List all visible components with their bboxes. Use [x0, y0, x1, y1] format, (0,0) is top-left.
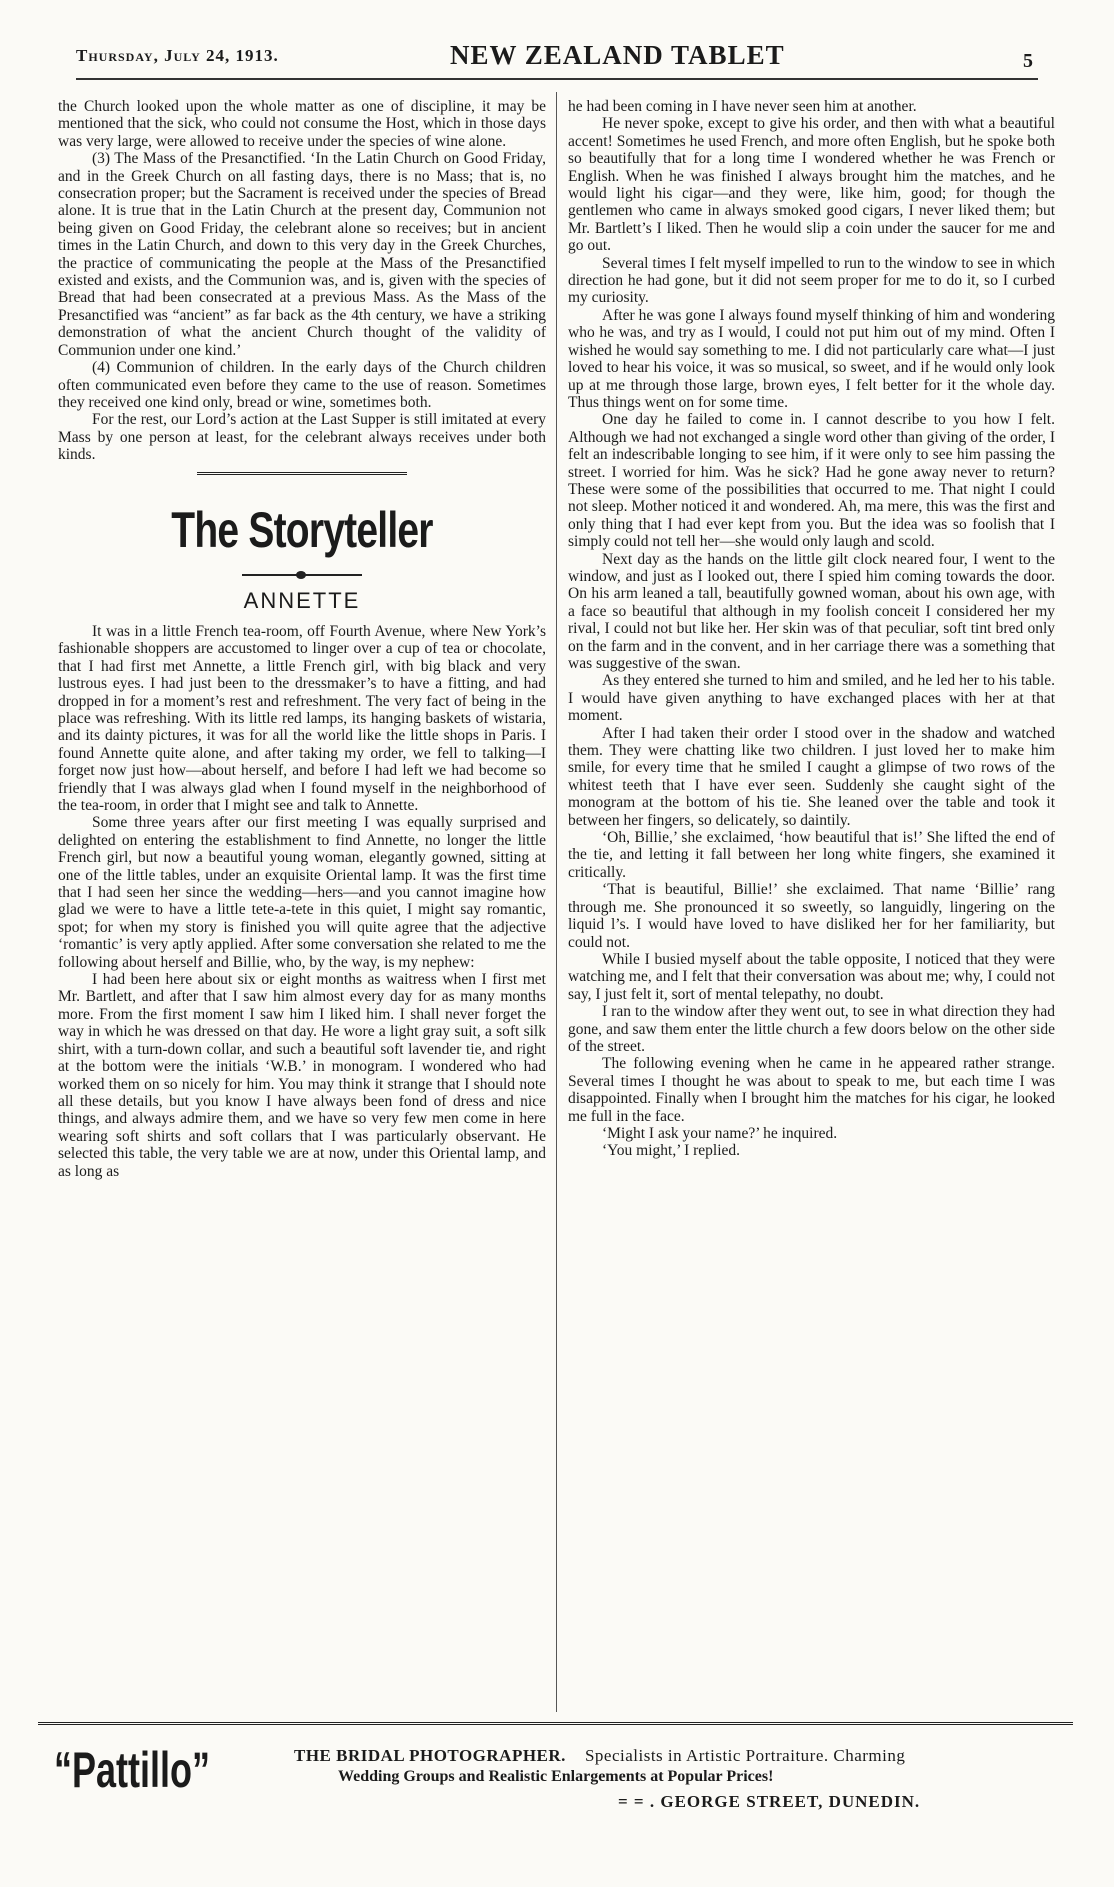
ad-line-2: Wedding Groups and Realistic Enlargements at Popular Prices!	[338, 1768, 774, 1785]
story-paragraph: Some three years after our first meeting I was equally surprised and delighted on entering the establishment to find Annette, no longer the little French girl, but now a beautiful young woman, elegantly gowned, sitting at one of the little tables, under an exquisite Oriental lamp. It was the first time that I had seen her since the wedding—hers—and you cannot imagine how glad we were to have a little tete-a-tete in this quiet, I might say romantic, spot; for when my story is finished you will quite agree that the adjective ‘romantic’ is very aptly applied. After some conversation she related to me the following about herself and Billie, who, by the way, is my nephew:	[58, 814, 546, 971]
story-paragraph: While I busied myself about the table opposite, I noticed that they were watching me, and I felt that their conversation was about me; why, I could not say, I just felt it, sort of mental telepathy, no doubt.	[568, 950, 1055, 1003]
right-column	[568, 98, 1055, 1160]
ad-tagline: Specialists in Artistic Portraiture. Charming	[584, 1746, 906, 1765]
ad-business-name: THE BRIDAL PHOTOGRAPHER.	[294, 1746, 566, 1765]
footer-rule	[38, 1722, 1073, 1728]
story-paragraph: After I had taken their order I stood over in the shadow and watched them. They were chatting like two children. I just loved her to make him smile, for every time that he smiled I caught a glimpse of two rows of the whitest teeth that I have ever seen. Suddenly she caught sight of the monogram at the bottom of his tie. She leaned over the table and took it between her fingers, so delicately, so daintily.	[568, 724, 1055, 829]
story-paragraph: he had been coming in I have never seen him at another.	[568, 98, 917, 115]
ad-line-1	[294, 1746, 905, 1766]
story-paragraph: He never spoke, except to give his order, and then with what a beautiful accent! Sometimes he used French, and more often English, but he spoke both so beautifully that for a long time I wondered whether he was French or English. When he was finished I always brought him the matches, and he would light his cigar—and they were, like him, good; for though the gentlemen who came in always smoked good cigars, I never liked them; but Mr. Bartlett’s I liked. Then he would slip a coin under the saucer for me and go out.	[568, 115, 1055, 255]
article-paragraph: (4) Communion of children. In the early days of the Church children often communicated even before they came to the use of reason. Sometimes they received one kind only, bread or wine, sometimes both.	[58, 359, 546, 411]
story-paragraph: ‘Might I ask your name?’ he inquired.	[602, 1124, 838, 1142]
article-paragraph: (3) The Mass of the Presanctified. ‘In the Latin Church on Good Friday, and in the Greek Church on all fasting days, there is no Mass; that is, no consecration proper; but the Sacrament is received under the species of Bread alone. It is true that in the Latin Church at the present day, Communion not being given on Good Friday, the celebrant alone so receives; but in ancient times in the Latin Church, and down to this very day in the Greek Churches, the practice of communicating the people at the Mass of the Presanctified existed and exists, and the Communion was, and is, given with the species of Bread that had been consecrated at a previous Mass. As the Mass of the Presanctified was “ancient” as far back as the 4th century, we have a striking demonstration of what the ancient Church thought of the validity of Communion under one kind.’	[58, 150, 546, 359]
ad-address: = = . GEORGE STREET, DUNEDIN.	[618, 1792, 921, 1811]
story-paragraph: Next day as the hands on the little gilt clock neared four, I went to the window, and just as I looked out, there I spied him coming towards the door. On his arm leaned a tall, beautifully gowned woman, about his own age, with a face so beautiful that although in my foolish conceit I considered her my rival, I could not but like her. Her skin was of that peculiar, soft tint bred only on the farm and in the convent, and in her carriage there was a something that was suggestive of the swan.	[568, 550, 1055, 672]
masthead-title: NEW ZEALAND TABLET	[450, 40, 785, 70]
story-paragraph: As they entered she turned to him and smiled, and he led her to his table. I would have given anything to have exchanged places with her at that moment.	[568, 672, 1055, 725]
story-paragraph: ‘You might,’ I replied.	[602, 1142, 741, 1160]
issue-date: Thursday, July 24, 1913.	[76, 46, 279, 65]
article-paragraph: the Church looked upon the whole matter as one of discipline, it may be mentioned that the sick, who could not consume the Host, which in those days was very large, were allowed to receive under the species of wine alone.	[58, 98, 546, 150]
left-column	[58, 98, 546, 1180]
story-paragraph: ‘That is beautiful, Billie!’ she exclaimed. That name ‘Billie’ rang through me. She pronounced it so sweetly, so languidly, lingering on the liquid l’s. I would have loved to have disliked her for her familiarity, but could not.	[568, 881, 1055, 951]
page-header	[38, 40, 1038, 76]
story-paragraph: It was in a little French tea-room, off Fourth Avenue, where New York’s fashionable shoppers are accustomed to linger over a cup of tea or chocolate, that I had first met Annette, a little French girl, with big black and very lustrous eyes. I had just been to the dressmaker’s to have a fitting, and had dropped in for a moment’s rest and refreshment. The very fact of being in the place was refreshing. With its little red lamps, its hanging baskets of wistaria, and its dainty pictures, it was for all the world like the little shops in Paris. I found Annette quite alone, and after taking my order, we fell to talking—I forget now just how—about herself, and before I had left we had become so friendly that I was always glad when I found myself in the neighborhood of the tea-room, in order that I might see and talk to Annette.	[58, 622, 546, 814]
section-rule	[197, 472, 407, 478]
ad-brand-name: “Pattillo”	[54, 1742, 211, 1798]
article-paragraph: For the rest, our Lord’s action at the Last Supper is still imitated at every Mass by one person at least, for the celebrant always receives under both kinds.	[58, 411, 546, 464]
story-paragraph: One day he failed to come in. I cannot describe to you how I felt. Although we had not exchanged a single word other than giving of the order, I felt an indescribable longing to see him, if it were only to see him passing the street. I worried for him. Was he sick? Had he gone away never to return? These were some of the possibilities that occurred to me. That night I could not sleep. Mother noticed it and wondered. Ah, ma mere, this was the first and only thing that I had ever kept from you. But the idea was so foolish that I simply could not tell her—she would only laugh and scold.	[568, 411, 1055, 551]
story-paragraph: ‘Oh, Billie,’ she exclaimed, ‘how beautiful that is!’ She lifted the end of the tie, and letting it fall between her long white fingers, she examined it critically.	[568, 829, 1055, 881]
footer-advertisement	[38, 1734, 1073, 1844]
story-paragraph: After he was gone I always found myself thinking of him and wondering who he was, and try as I would, I could not put him out of my mind. Often I wished he would say something to me. I did not particularly care what—I just loved to hear his voice, it was so musical, so sweet, and if he would only look up at me through those large, brown eyes, I felt better for it the whole day. Thus things went on for some time.	[568, 306, 1055, 411]
story-paragraph: I had been here about six or eight months as waitress when I first met Mr. Bartlett, and after that I saw him almost every day for as many months more. From the first moment I saw him I liked him. I shall never forget the way in which he was dressed on that day. He wore a light gray suit, a soft silk shirt, with a turn-down collar, and such a beautiful soft lavender tie, and right at the bottom were the initials ‘W.B.’ in monogram. I wondered who had worked them on so nicely for him. You may think it strange that I should note all these details, but you know I have always been fond of dress and nice things, and always admire them, and we have so very few men come in here wearing soft shirts and soft collars that I was particularly observant. He selected this table, the very table we are at now, under this Oriental lamp, and as long as	[58, 971, 546, 1180]
page-number: 5	[1023, 50, 1033, 72]
ornament-divider	[242, 574, 362, 576]
column-divider	[556, 92, 557, 1712]
story-paragraph: Several times I felt myself impelled to run to the window to see in which direction he had gone, but it did not seem proper for me to do it, so I curbed my curiosity.	[568, 254, 1055, 307]
section-title: The Storyteller	[171, 501, 433, 558]
header-rule	[76, 78, 1038, 80]
story-title: ANNETTE	[243, 587, 361, 613]
story-paragraph: The following evening when he came in he appeared rather strange. Several times I thought he was about to speak to me, but each time I was disappointed. Finally when I brought him the matches for his cigar, he looked me full in the face.	[568, 1055, 1055, 1125]
story-paragraph: I ran to the window after they went out, to see in what direction they had gone, and saw them enter the little church a few doors below on the other side of the street.	[568, 1003, 1055, 1055]
